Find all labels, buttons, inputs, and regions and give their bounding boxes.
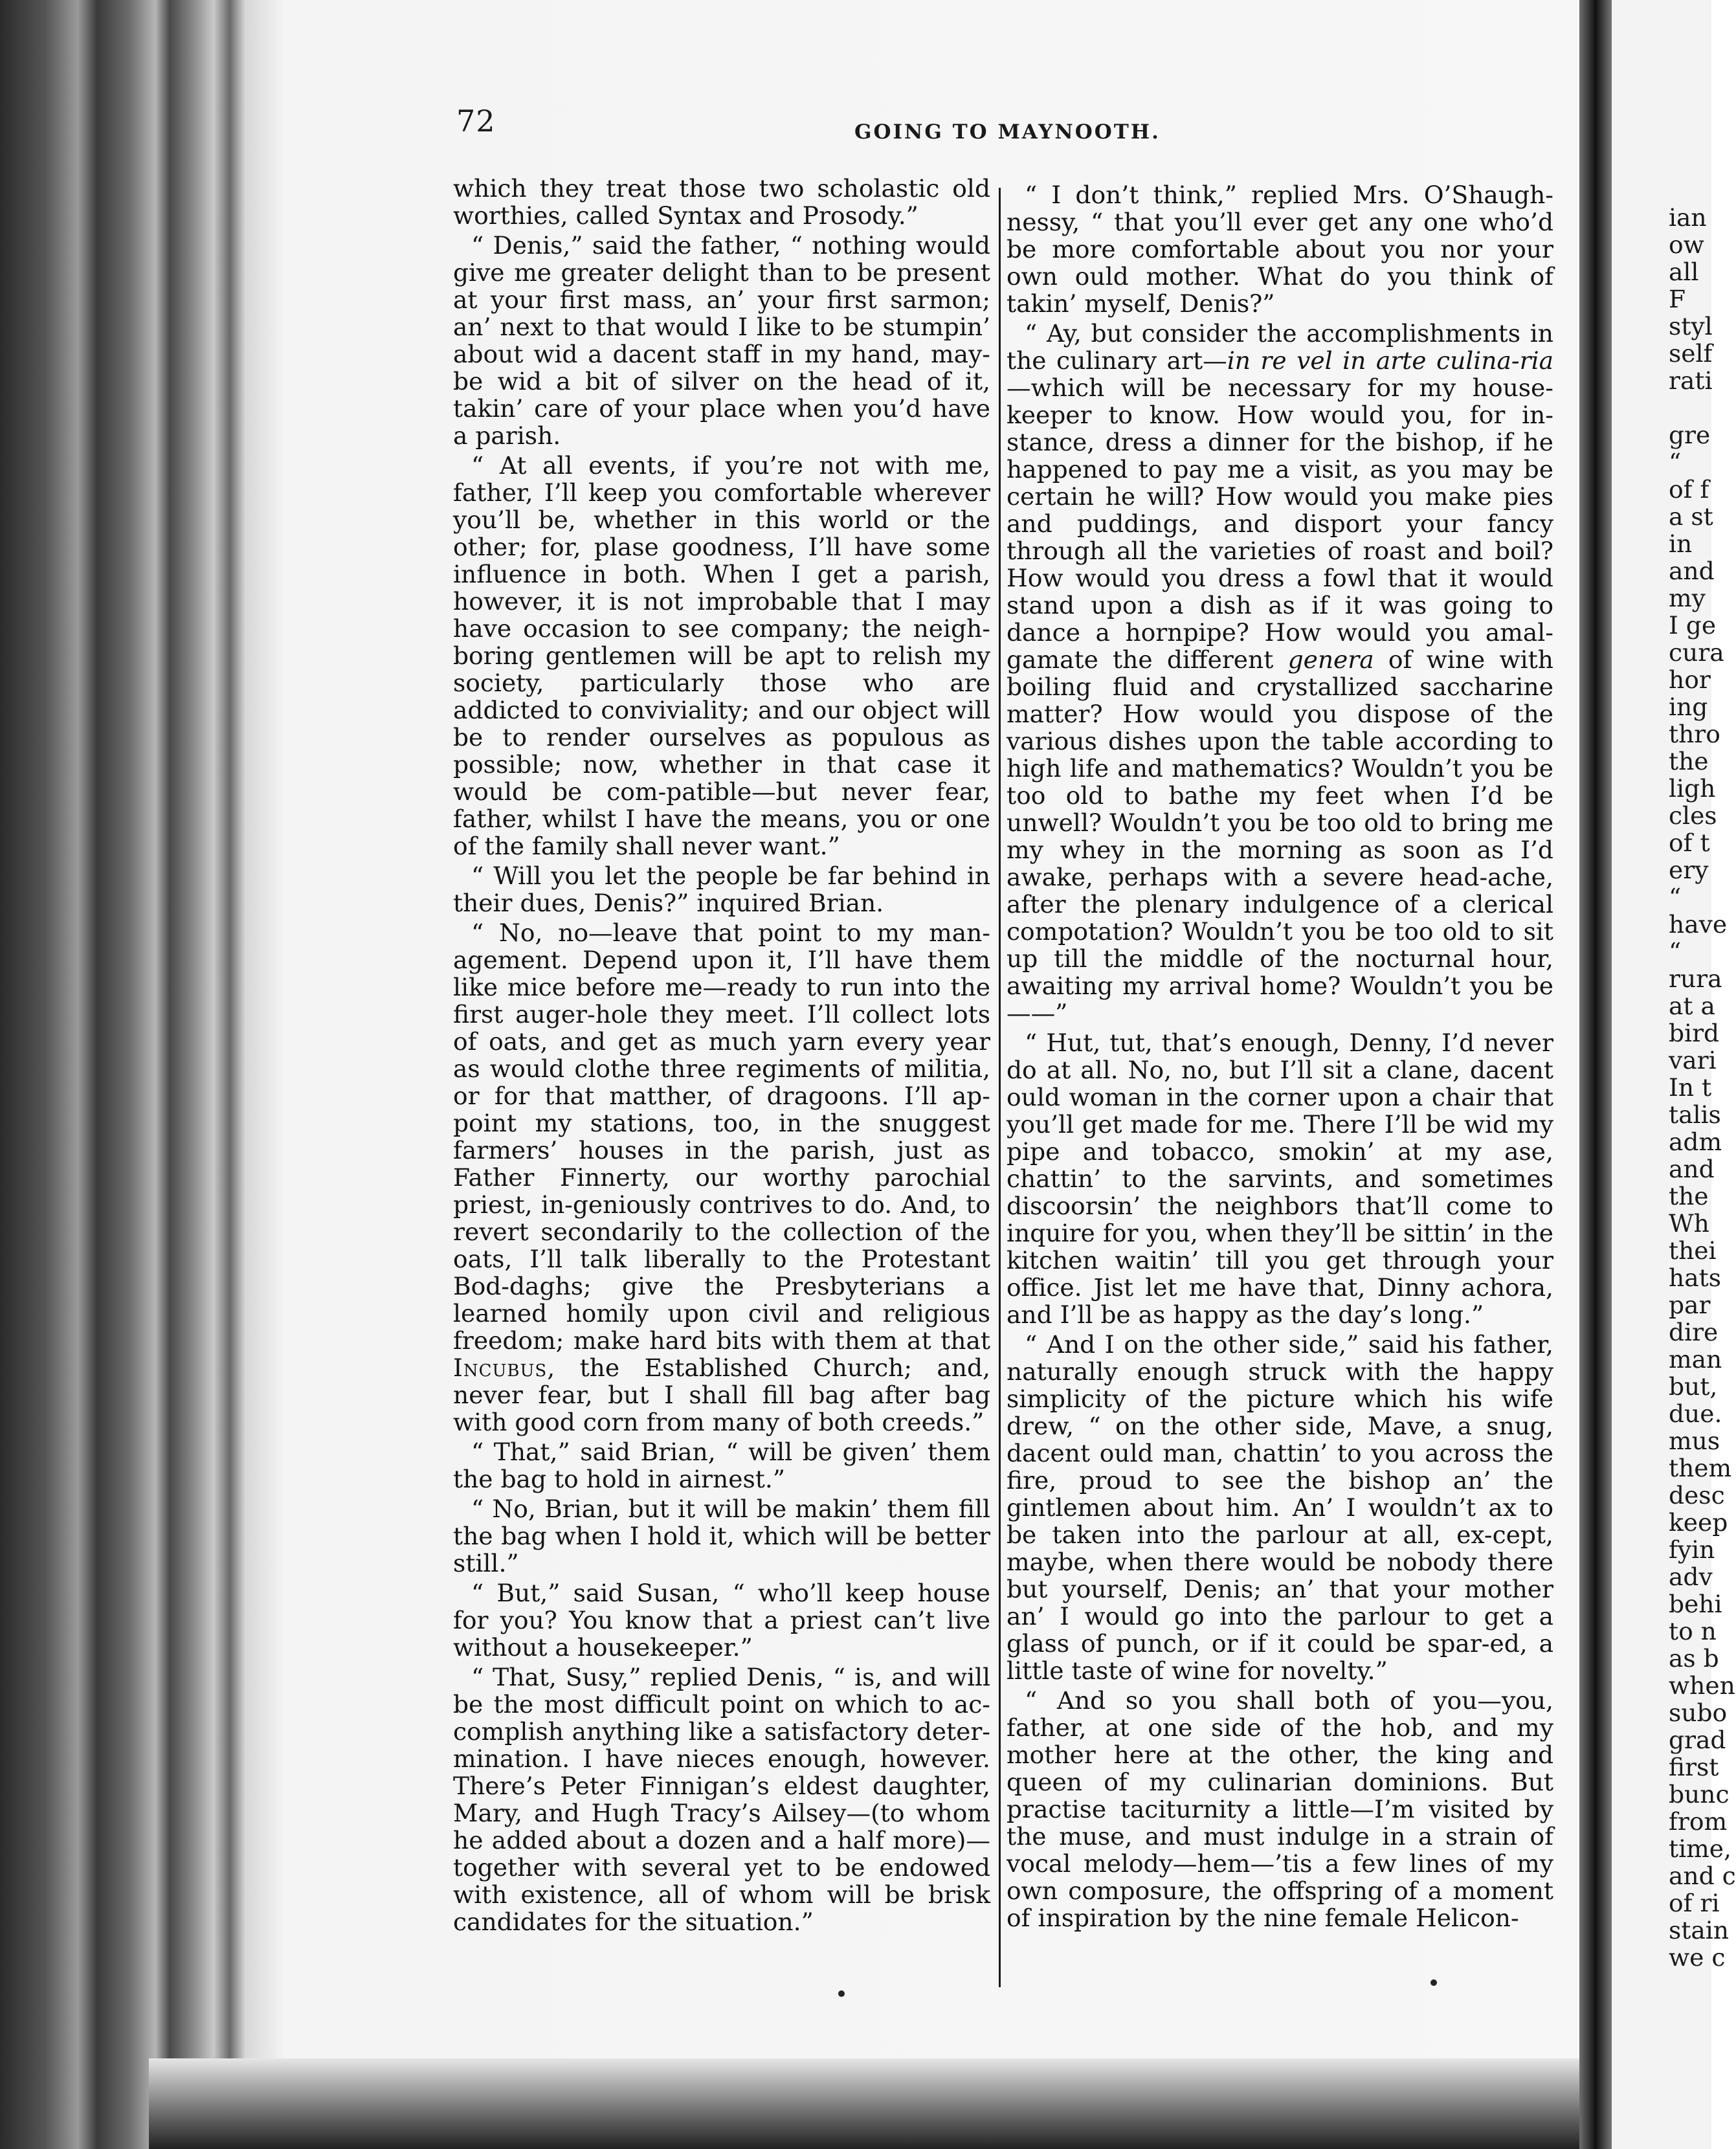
fragment-line: hor xyxy=(1669,665,1711,694)
paragraph xyxy=(1007,1331,1553,1684)
fragment-line: all xyxy=(1669,258,1699,286)
fragment-line: the xyxy=(1669,1182,1709,1210)
page-number: 72 xyxy=(456,104,496,139)
fragment-line: par xyxy=(1669,1291,1711,1319)
fragment-line: the xyxy=(1669,747,1709,775)
paragraph-text: “ That, Susy,” replied Denis, “ is, and will be the most difficult point on which to ac-complish anything like a satisfactory deter-mination. I have nieces enough, however. There’s Peter Finnigan’s eldest daughter, Mary, and Hugh Tracy’s Ailsey—(to whom he added about a dozen and a half more)—together with several yet to be endowed with existence, all of whom will be brisk candidates for the situation.” xyxy=(453,1663,990,1936)
paragraph-text: “ Denis,” said the father, “ nothing would give me greater delight than to be present at your first mass, an’ your first sarmon; an’ next to that would I like to be stumpin’ about wid a dacent staff in my hand, may-be wid a bit of silver on the head of it, takin’ care of your place when you’d have a parish. xyxy=(453,231,990,450)
ink-speck xyxy=(1430,1979,1437,1986)
fragment-line: adm xyxy=(1669,1128,1722,1156)
paragraph-text: “ At all events, if you’re not with me, father, I’ll keep you comfortable wherever you’ll be, whether in this world or the other; for, plase goodness, I’ll have some influence in both. When I get a parish, however, it is not improbable that I may have occasion to see company; the neigh-boring gentlemen will be apt to relish my society, particularly those who are addicted to conviviality; and our object will be to render ourselves as populous as possible; now, whether in that case it would be com-patible—but never fear, father, whilst I have the means, you or one of the family shall never want.” xyxy=(453,451,990,860)
fragment-line: when xyxy=(1669,1671,1735,1700)
fragment-line: due. xyxy=(1669,1399,1722,1428)
paragraph xyxy=(453,175,990,229)
fragment-line: first xyxy=(1669,1753,1719,1781)
paragraph xyxy=(1007,1029,1553,1328)
book-gutter xyxy=(1579,0,1612,2149)
fragment-line: ow xyxy=(1669,230,1704,259)
paragraph xyxy=(453,919,990,1436)
fragment-line: fyin xyxy=(1669,1535,1715,1564)
fragment-line: from xyxy=(1669,1807,1728,1836)
fragment-line: ian xyxy=(1669,203,1707,232)
fragment-line: rati xyxy=(1669,366,1713,395)
fragment-line: Wh xyxy=(1669,1209,1709,1238)
paragraph-text: “ Hut, tut, that’s enough, Denny, I’d never do at all. No, no, but I’ll sit a clane, dacent ould woman in the corner upon a chair that you’ll get made for me. There I’ll be wid my pipe and tobacco, smokin’ at my ase, chattin’ to the sarvints, and sometimes discoorsin’ the neighbors that’ll come to inquire for you, when they’ll be sittin’ in the kitchen waitin’ till you get through your office. Jist let me have that, Dinny achora, and I’ll be as happy as the day’s long.” xyxy=(1007,1029,1553,1329)
paragraph-text: “ Will you let the people be far behind in their dues, Denis?” inquired Brian. xyxy=(453,862,990,917)
paragraph xyxy=(453,232,990,449)
column-rule xyxy=(999,188,1001,1987)
fragment-line: and c xyxy=(1669,1862,1736,1890)
fragment-line: of t xyxy=(1669,829,1710,857)
fragment-line: rura xyxy=(1669,964,1722,993)
fragment-line: hats xyxy=(1669,1264,1721,1292)
fragment-line xyxy=(1669,394,1714,421)
fragment-line: bunc xyxy=(1669,1780,1730,1809)
italic-text: genera xyxy=(1287,645,1374,674)
paragraph xyxy=(453,452,990,860)
fragment-line: I ge xyxy=(1669,611,1717,640)
fragment-line: at a xyxy=(1669,992,1715,1020)
paragraph xyxy=(453,1664,990,1935)
paragraph-text: which they treat those two scholastic old worthies, called Syntax and Prosody.” xyxy=(453,174,990,230)
fragment-line: we c xyxy=(1669,1943,1726,1972)
paragraph-text: —which will be necessary for my house-keeper to know. How would you, for in-stance, dress a dinner for the bishop, if he happened to pay me a visit, as you may be certain he will? How would you make pies and puddings, and disport your fancy through all the varieties of roast and boil? How would you dress a fowl that it would stand upon a dish as if it was going to dance a hornpipe? How would you amal-gamate the different xyxy=(1007,373,1553,674)
fragment-line: and xyxy=(1669,557,1715,585)
paragraph-text: “ Ay, but consider the accomplishments in the culinary art— xyxy=(1007,319,1553,375)
italic-text: in re vel in arte culina-ria xyxy=(1227,346,1554,375)
fragment-line: in xyxy=(1669,529,1693,558)
fragment-line: but, xyxy=(1669,1372,1718,1401)
fragment-line: In t xyxy=(1669,1073,1712,1102)
paragraph-text: , the Established Church; and, never fear, but I shall fill bag after bag with good corn from many of both creeds.” xyxy=(453,1353,990,1436)
fragment-line: F xyxy=(1669,285,1686,313)
fragment-line: ing xyxy=(1669,693,1708,721)
paragraph xyxy=(453,1438,990,1493)
book-edge-bottom xyxy=(149,2058,1592,2149)
fragment-line: “ xyxy=(1669,883,1682,911)
fragment-line: my xyxy=(1669,584,1706,612)
paragraph xyxy=(453,862,990,917)
fragment-line: mus xyxy=(1669,1427,1720,1455)
fragment-line: “ xyxy=(1669,448,1682,476)
fragment-line: bird xyxy=(1669,1019,1720,1047)
paragraph-text: of wine with boiling fluid and crystallized saccharine matter? How would you dispose of the various dishes upon the table according to high life and mathematics? Wouldn’t you be too old to bathe my feet when I’d be unwell? Wouldn’t you be too old to bring me my whey in the morning as soon as I’d awake, perhaps with a severe head-ache, after the plenary indulgence of a clerical compotation? Wouldn’t you be too old to sit up till the middle of the nocturnal hour, awaiting my arrival home? Wouldn’t you be——” xyxy=(1007,645,1553,1027)
fragment-line: of ri xyxy=(1669,1889,1720,1917)
fragment-line: grad xyxy=(1669,1726,1726,1754)
paragraph xyxy=(453,1579,990,1661)
fragment-line: have xyxy=(1669,910,1728,939)
fragment-line: ery xyxy=(1669,856,1709,884)
small-caps-text: Incubus xyxy=(453,1353,548,1382)
fragment-line: vari xyxy=(1669,1046,1717,1074)
fragment-line: subo xyxy=(1669,1698,1728,1727)
fragment-line: to n xyxy=(1669,1617,1717,1645)
left-column xyxy=(453,175,990,1938)
fragment-line: of f xyxy=(1669,475,1709,504)
fragment-line: behi xyxy=(1669,1590,1722,1618)
fragment-line: keep xyxy=(1669,1508,1728,1537)
fragment-line: them xyxy=(1669,1454,1732,1482)
fragment-line: self xyxy=(1669,339,1713,368)
paragraph xyxy=(453,1495,990,1577)
fragment-line: time, xyxy=(1669,1834,1731,1863)
paragraph xyxy=(1007,320,1553,1027)
paragraph-text: “ And so you shall both of you—you, father, at one side of the hob, and my mother here at the other, the king and queen of my culinarian dominions. But practise taciturnity a little—I’m visited by the muse, and must indulge in a strain of vocal melody—hem—’tis a few lines of my own composure, the offspring of a moment of inspiration by the nine female Helicon- xyxy=(1007,1686,1553,1932)
fragment-line: desc xyxy=(1669,1481,1725,1509)
paragraph-text: “ No, Brian, but it will be makin’ them fill the bag when I hold it, which will be better still.” xyxy=(453,1495,990,1577)
fragment-line: thro xyxy=(1669,720,1720,748)
paragraph-text: “ I don’t think,” replied Mrs. O’Shaugh-nessy, “ that you’ll ever get any one who’d be more comfortable about you nor your own ould mother. What do you think of takin’ myself, Denis?” xyxy=(1007,181,1553,318)
next-page-fragments xyxy=(1669,203,1736,1972)
book-edge xyxy=(0,0,246,2149)
fragment-line: cura xyxy=(1669,638,1724,667)
ink-speck xyxy=(838,1990,845,1997)
fragment-line: talis xyxy=(1669,1100,1721,1129)
paragraph xyxy=(1007,181,1553,317)
fragment-line: cles xyxy=(1669,801,1717,830)
running-title: GOING TO MAYNOOTH. xyxy=(854,120,1161,144)
fragment-line: and xyxy=(1669,1155,1715,1183)
right-column xyxy=(1007,181,1553,1934)
fragment-line: dire xyxy=(1669,1318,1719,1346)
fragment-line: man xyxy=(1669,1345,1722,1374)
paragraph-text: “ No, no—leave that point to my man-agement. Depend upon it, I’ll have them like mice before me—ready to run into the first auger-hole they meet. I’ll collect lots of oats, and get as much yarn every year as would clothe three regiments of militia, or for that matther, of dragoons. I’ll ap-point my stations, too, in the snuggest farmers’ houses in the parish, just as Father Finnerty, our worthy parochial priest, in-geniously contrives to do. And, to revert secondarily to the collection of the oats, I’ll talk liberally to the Protestant Bod-daghs; give the Presbyterians a learned homily upon civil and religious freedom; make hard bits with them at that xyxy=(453,919,990,1355)
fragment-line: ligh xyxy=(1669,774,1716,803)
paragraph-text: “ But,” said Susan, “ who’ll keep house for you? You know that a priest can’t live without a housekeeper.” xyxy=(453,1579,990,1662)
fragment-line: a st xyxy=(1669,502,1713,531)
paragraph xyxy=(1007,1687,1553,1932)
fragment-line: adv xyxy=(1669,1563,1713,1591)
fragment-line: gre xyxy=(1669,421,1711,449)
paragraph-text: “ That,” said Brian, “ will be given’ them the bag to hold in airnest.” xyxy=(453,1438,990,1493)
fragment-line: as b xyxy=(1669,1644,1719,1673)
fragment-line: stain xyxy=(1669,1916,1730,1944)
paragraph-text: “ And I on the other side,” said his father, naturally enough struck with the happy simplicity of the picture which his wife drew, “ on the other side, Mave, a snug, dacent ould man, chattin’ to you across the fire, proud to see the bishop an’ the gintlemen about him. An’ I wouldn’t ax to be taken into the parlour at all, ex-cept, maybe, when there would be nobody there but yourself, Denis; an’ that your mother an’ I would go into the parlour to get a glass of punch, or if it could be spar-ed, a little taste of wine for novelty.” xyxy=(1007,1330,1553,1685)
fragment-line: thei xyxy=(1669,1236,1717,1265)
fragment-line: “ xyxy=(1669,937,1682,966)
fragment-line: styl xyxy=(1669,312,1713,340)
